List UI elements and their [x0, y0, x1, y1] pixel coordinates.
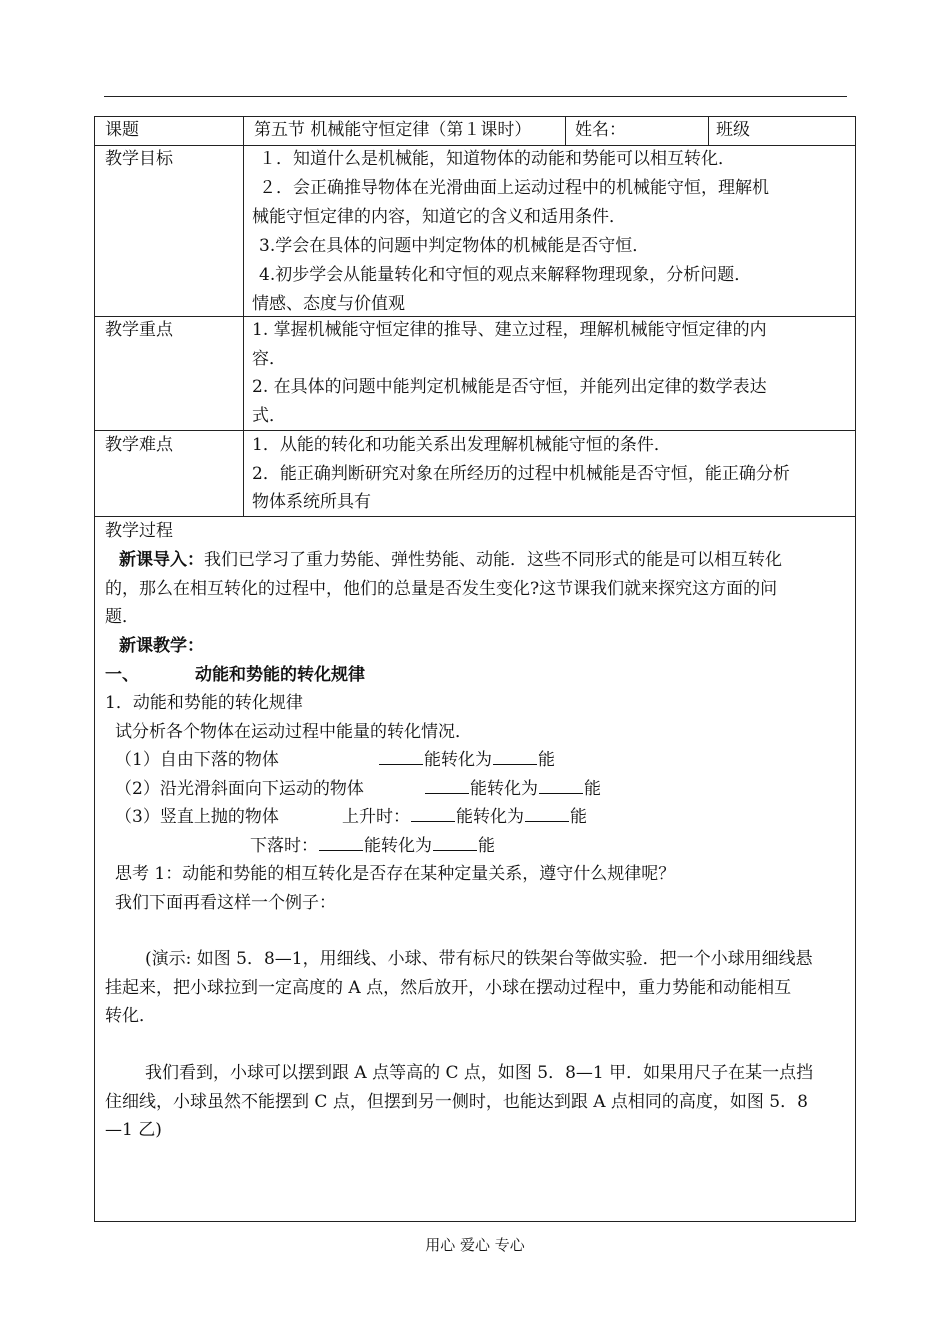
subject-label: 课题 [105, 120, 139, 140]
exercise-item-1: （1）自由下落的物体 [115, 750, 279, 770]
answer-blank[interactable] [525, 805, 569, 822]
think-question: 思考 1：动能和势能的相互转化是否存在某种定量关系，遵守什么规律呢？ [115, 864, 676, 884]
answer-blank[interactable] [493, 748, 537, 765]
section-number: 一、 [105, 665, 139, 685]
header-rule [104, 96, 847, 97]
lesson-title: 第五节 机械能守恒定律（第１课时） [254, 120, 532, 140]
analysis-prompt: 试分析各个物体在运动过程中能量的转化情况． [115, 722, 472, 742]
key-point-line: 1. 掌握机械能守恒定律的推导、建立过程，理解机械能守恒定律的内 [252, 320, 767, 340]
section-title: 动能和势能的转化规律 [195, 665, 365, 685]
observation-line: 我们看到，小球可以摆到跟 A 点等高的 C 点，如图 5．8—1 甲．如果用尺子在某一点挡 [145, 1063, 814, 1083]
page-footer: 用心 爱心 专心 [425, 1236, 525, 1254]
energy-text: 能 [478, 836, 495, 856]
falling-label: 下落时： [250, 836, 318, 856]
converts-text: 能转化为 [364, 836, 432, 856]
difficulty-line: 物体系统所具有 [252, 492, 371, 512]
answer-blank[interactable] [319, 834, 363, 851]
answer-blank[interactable] [425, 777, 469, 794]
rising-label: 上升时： [342, 807, 410, 827]
difficulties-label: 教学难点 [105, 435, 173, 455]
exercise-blanks-1 [378, 746, 555, 775]
key-point-line: 容． [252, 349, 286, 369]
exercise-item-3: （3）竖直上抛的物体 [115, 807, 279, 827]
goal-line: 情感、态度与价值观 [252, 294, 405, 314]
sub-heading: 1．动能和势能的转化规律 [105, 693, 303, 713]
teaching-heading: 新课教学： [119, 636, 204, 656]
example-intro: 我们下面再看这样一个例子： [115, 893, 336, 913]
intro-line [119, 546, 782, 575]
process-label: 教学过程 [105, 521, 173, 541]
difficulty-line: 2．能正确判断研究对象在所经历的过程中机械能是否守恒，能正确分析 [252, 464, 790, 484]
energy-text: 能 [538, 750, 555, 770]
exercise-blanks-falling [250, 832, 495, 861]
column-divider [708, 116, 709, 145]
demo-line: 转化． [105, 1006, 156, 1026]
column-divider [565, 116, 566, 145]
name-label: 姓名： [575, 120, 626, 140]
goal-line: 械能守恒定律的内容，知道它的含义和适用条件． [252, 207, 626, 227]
energy-text: 能 [570, 807, 587, 827]
class-label: 班级 [716, 120, 750, 140]
answer-blank[interactable] [379, 748, 423, 765]
exercise-blanks-rising [342, 803, 587, 832]
intro-line: 题． [105, 607, 139, 627]
goal-line: 4.初步学会从能量转化和守恒的观点来解释物理现象，分析问题． [259, 265, 752, 285]
answer-blank[interactable] [411, 805, 455, 822]
observation-line: —1 乙) [105, 1120, 162, 1140]
converts-text: 能转化为 [456, 807, 524, 827]
column-divider [243, 116, 244, 516]
demo-line: (演示: 如图 5．8—1，用细线、小球、带有标尺的铁架台等做实验．把一个小球用细线悬 [145, 949, 813, 969]
goals-label: 教学目标 [105, 149, 173, 169]
demo-line: 挂起来，把小球拉到一定高度的 A 点，然后放开，小球在摆动过程中，重力势能和动能相互 [105, 978, 792, 998]
answer-blank[interactable] [539, 777, 583, 794]
converts-text: 能转化为 [424, 750, 492, 770]
observation-line: 住细线，小球虽然不能摆到 C 点，但摆到另一侧时，也能达到跟 A 点相同的高度，如图 5．8 [105, 1092, 808, 1112]
intro-heading: 新课导入： [119, 550, 204, 570]
row-divider [94, 516, 856, 517]
difficulty-line: 1．从能的转化和功能关系出发理解机械能守恒的条件． [252, 435, 671, 455]
goal-line: 3.学会在具体的问题中判定物体的机械能是否守恒． [259, 236, 650, 256]
key-point-line: 2. 在具体的问题中能判定机械能是否守恒，并能列出定律的数学表达 [252, 377, 767, 397]
exercise-blanks-2 [424, 775, 601, 804]
exercise-item-2: （2）沿光滑斜面向下运动的物体 [115, 779, 364, 799]
key-point-line: 式． [252, 406, 286, 426]
goal-line: １．知道什么是机械能，知道物体的动能和势能可以相互转化． [259, 149, 735, 169]
intro-text: 我们已学习了重力势能、弹性势能、动能．这些不同形式的能是可以相互转化 [204, 550, 782, 570]
converts-text: 能转化为 [470, 779, 538, 799]
key-points-label: 教学重点 [105, 320, 173, 340]
goal-line: ２．会正确推导物体在光滑曲面上运动过程中的机械能守恒，理解机 [259, 178, 769, 198]
energy-text: 能 [584, 779, 601, 799]
answer-blank[interactable] [433, 834, 477, 851]
intro-line: 的，那么在相互转化的过程中，他们的总量是否发生变化?这节课我们就来探究这方面的问 [105, 579, 778, 599]
